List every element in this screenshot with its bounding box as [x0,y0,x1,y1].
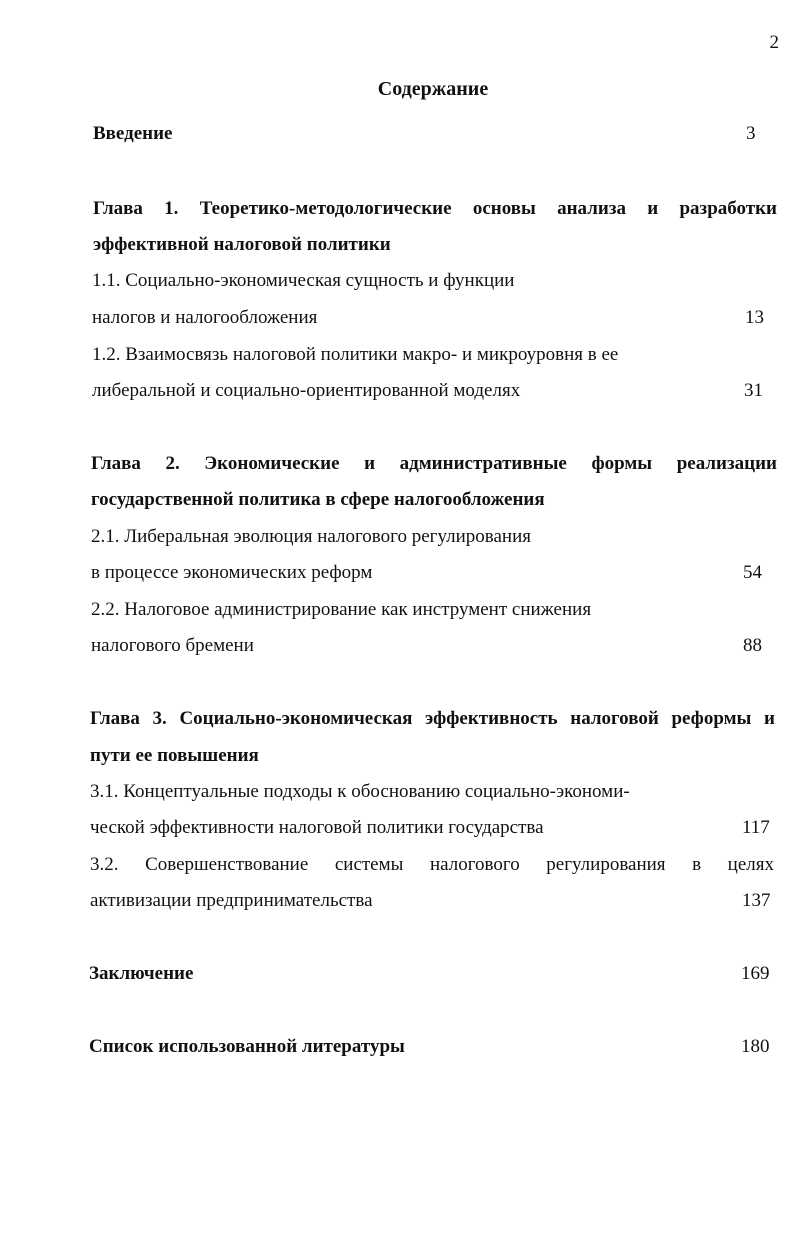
toc-conclusion-page: 169 [741,963,770,984]
page-number: 2 [769,32,779,53]
chapter3-section2-line1: 3.2. Совершенствование системы налогового регулирования в целях [90,854,774,875]
chapter3-section1-page: 117 [742,817,770,838]
chapter1-section1-line2: налогов и налогообложения [92,307,318,328]
chapter1-section2-line2: либеральной и социально-ориентированной моделях [92,380,521,401]
chapter1-section1-line1: 1.1. Социально-экономическая сущность и функции [92,270,515,291]
chapter3-section2-line2: активизации предпринимательства [90,890,373,911]
chapter1-section1-page: 13 [745,307,764,328]
chapter3-heading-line2: пути ее повышения [90,745,259,766]
chapter2-heading-line2: государственной политика в сфере налогообложения [91,489,545,510]
chapter2-section1-page: 54 [743,562,762,583]
toc-conclusion-label: Заключение [89,963,194,984]
chapter2-heading-line1: Глава 2. Экономические и административные формы реализации [91,453,777,474]
chapter3-section2-page: 137 [742,890,771,911]
chapter1-heading-line1: Глава 1. Теоретико-методологические основы анализа и разработки [93,198,777,219]
chapter2-section2-page: 88 [743,635,762,656]
toc-bibliography-page: 180 [741,1036,770,1057]
chapter1-heading-line2: эффективной налоговой политики [93,234,391,255]
chapter3-heading-line1: Глава 3. Социально-экономическая эффективность налоговой реформы и [90,708,775,729]
chapter1-section2-line1: 1.2. Взаимосвязь налоговой политики макро- и микроуровня в ее [92,344,619,365]
chapter2-section2-line2: налогового бремени [91,635,254,656]
toc-bibliography-label: Список использованной литературы [89,1036,405,1057]
toc-title: Содержание [377,78,489,100]
chapter1-section2-page: 31 [744,380,763,401]
chapter3-section1-line1: 3.1. Концептуальные подходы к обоснованию социально-экономи- [90,781,630,802]
chapter2-section1-line1: 2.1. Либеральная эволюция налогового регулирования [91,526,531,547]
chapter3-section1-line2: ческой эффективности налоговой политики государства [90,817,544,838]
toc-intro-label: Введение [93,123,173,144]
chapter2-section1-line2: в процессе экономических реформ [91,562,373,583]
chapter2-section2-line1: 2.2. Налоговое администрирование как инструмент снижения [91,599,592,620]
toc-intro-page: 3 [746,123,756,144]
